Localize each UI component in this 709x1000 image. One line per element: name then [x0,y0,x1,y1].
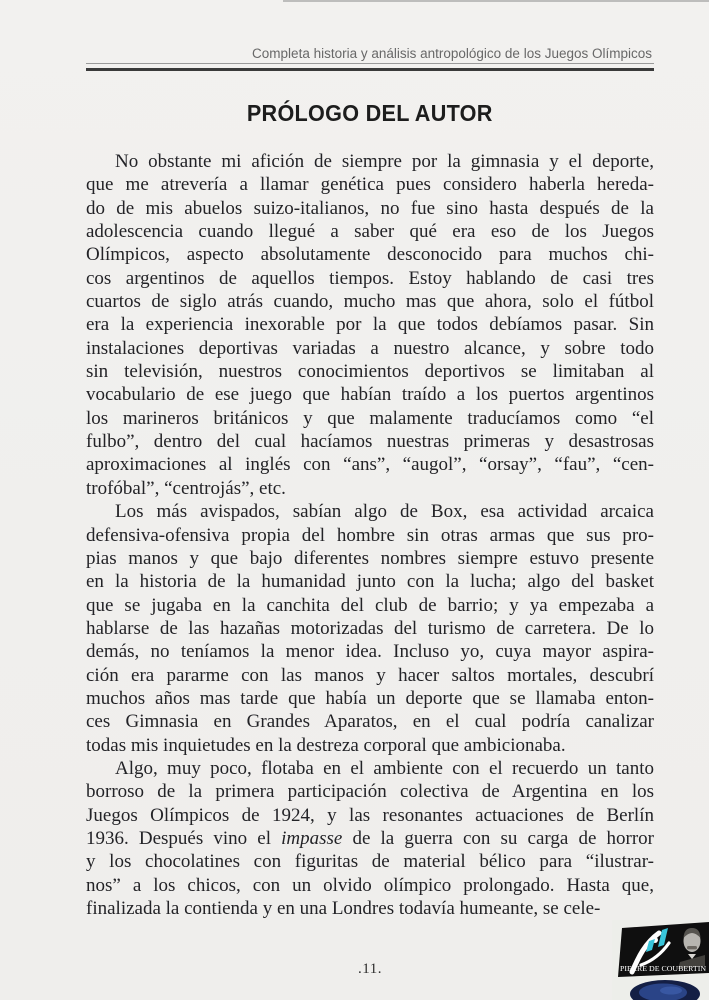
text-line: defensiva-ofensiva propia del hombre sin otras armas que sus pro- [86,524,654,546]
text-line: todas mis inquietudes en la destreza corporal que ambicionaba. [86,734,566,756]
text-line: ces Gimnasia en Grandes Aparatos, en el cual podría canalizar [86,711,654,733]
text-line: trofóbal”, “centrojás”, etc. [86,477,286,499]
text-line: muchos años mas tarde que había un deporte que se llamaba enton- [86,687,654,709]
page-title-text: PRÓLOGO DEL AUTOR [247,100,493,126]
text-line: sin televisión, nuestros conocimientos deportivos se limitaban al [86,361,654,383]
text-line: que se jugaba en la canchita del club de barrio; y ya empezaba a [86,594,654,616]
body-text [86,150,654,920]
text-line: era la experiencia inexorable por la que todos debíamos pasar. Sin [86,314,654,336]
text-line: hablarse de las hazañas motorizadas del turismo de carretera. De lo [86,617,654,639]
text-line: Algo, muy poco, flotaba en el ambiente con el recuerdo un tanto [115,757,654,779]
text-line: 1936. Después vino el impasse de la guerra con su carga de horror [86,827,654,849]
scan-artifact-line [283,0,709,2]
text-line: los marineros británicos y que malamente traducíamos como “el [86,407,654,429]
header-thick-rule [86,68,654,71]
running-header-title: Completa historia y análisis antropológico de los Juegos Olímpicos [86,46,654,64]
running-header [86,46,654,71]
page-number: .11. [358,961,382,977]
text-line: fulbo”, dentro del cual hacíamos nuestras primeras y desastrosas [86,431,654,453]
text-line: No obstante mi afición de siempre por la gimnasia y el deporte, [115,151,654,172]
coubertin-logo-graphic [612,920,709,1000]
logo-label: PIERRE DE COUBERTIN [620,964,707,973]
text-line: cos argentinos de aquellos tiempos. Estoy hablando de casi tres [86,267,654,289]
text-line: Olímpicos, aspecto absolutamente desconocido para muchos chi- [86,244,654,266]
page-title [86,100,654,127]
text-line: cuartos de siglo atrás cuando, mucho mas que ahora, solo el fútbol [86,291,654,313]
text-line: nos” a los chicos, con un olvido olímpico prolongado. Hasta que, [86,874,654,896]
text-line: adolescencia cuando llegué a saber qué era eso de los Juegos [86,221,654,243]
text-line: Juegos Olímpicos de 1924, y las resonantes actuaciones de Berlín [86,804,654,826]
text-line: aproximaciones al inglés con “ans”, “augol”, “orsay”, “fau”, “cen- [86,454,654,476]
text-line: instalaciones deportivas variadas a nuestro alcance, y sobre todo [86,337,654,359]
text-line: ción era pararme con las manos y hacer saltos mortales, descubrí [86,664,654,686]
text-line: en la historia de la humanidad junto con la lucha; algo del basket [86,571,654,593]
text-line: borroso de la primera participación colectiva de Argentina en los [86,781,654,803]
text-line: finalizada la contienda y en una Londres todavía humeante, se cele- [86,898,601,919]
text-line: y los chocolatines con figuritas de material bélico para “ilustrar- [86,851,654,873]
text-line: vocabulario de ese juego que habían traído a los puertos argentinos [86,384,654,406]
text-line: pias manos y que bajo diferentes nombres siempre estuvo presente [86,547,654,569]
text-line: que me atrevería a llamar genética pues considero haberla hereda- [86,174,654,196]
coubertin-logo [612,920,709,1000]
text-line: demás, no teníamos la menor idea. Incluso yo, cuya mayor aspira- [86,641,654,663]
text-line: Los más avispados, sabían algo de Box, esa actividad arcaica [115,501,654,523]
text-line: do de mis abuelos suizo-italianos, no fue sino hasta después de la [86,197,654,219]
